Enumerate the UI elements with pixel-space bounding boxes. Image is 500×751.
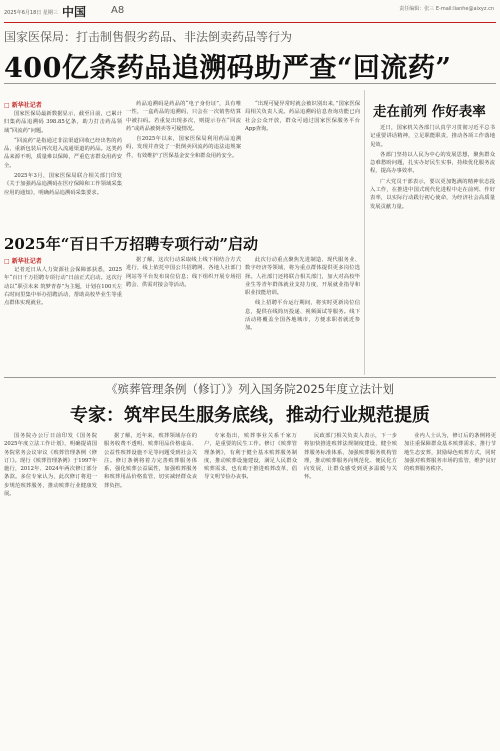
bottom-story-col-1: [4, 432, 97, 746]
second-story-col-3: [245, 256, 360, 376]
bottom-story-paragraph: 民政部门相关负责人表示，下一步将加快推进殡葬法规制度建设，健全殡葬服务标准体系，加强殡葬服务机构管理，推动殡葬服务向规范化、便民化方向发展，让群众感受到更多温暖与关怀。: [304, 433, 397, 481]
top-story-col-2: [126, 100, 241, 218]
bottom-story-paragraph: 国务院办公厅日前印发《国务院2025年度立法工作计划》，明确提请国务院常务会议审议《殡葬管理条例（修订）》。现行《殡葬管理条例》于1997年施行，2012年、2024年两次修订部分条款。多位专家认为，此次修订将进一步规范殡葬服务，推动殡葬行业健康发展。: [4, 433, 97, 498]
bottom-story-paragraph: 业内人士认为，修订后的条例将更加注重保障群众基本殡葬需求，推行节地生态安葬，鼓励绿色殡葬方式，同时加强对殡葬服务市场的监管，维护良好的殡葬服务秩序。: [404, 433, 496, 473]
top-story-kicker: 国家医保局：打击制售假劣药品、非法倒卖药品等行为: [4, 30, 293, 44]
bottom-story-col-5: [404, 432, 496, 746]
bottom-story-rule: [4, 377, 496, 378]
top-story-rule: [4, 83, 496, 84]
issue-date: 2025年6月18日 星期三: [4, 10, 58, 16]
bottom-story-headline: 专家：筑牢民生服务底线，推动行业规范提质: [70, 405, 430, 426]
second-story-byline: □ 新华社记者: [4, 258, 42, 265]
second-story-paragraph: 记者近日从人力资源社会保障部获悉，2025年“百日千万招聘专项行动”日前正式启动。这次行动以“职引未来 筑梦青春”为主题，计划在100天左右时间里集中举办招聘活动，帮助高校毕业生等重点群体实现就业。: [4, 267, 122, 307]
top-story-col-3: [245, 100, 360, 218]
side-story-paragraph: 各部门坚持以人民为中心的发展思想，聚焦群众急难愁盼问题，扎实办好民生实事，持续优化服务流程，提高办事效率。: [370, 151, 495, 175]
top-story-byline: □ 新华社记者: [4, 102, 42, 109]
editor-info: 责任编辑：张三 E-mail:lianhe@aixyz.cn: [399, 6, 494, 12]
top-story-paragraph: 2025年3月，国家医保局联合相关部门印发《关于加强药品追溯码在医疗保障和工作领域采集应用的通知》，明确药品追溯码采集要求。: [4, 173, 122, 196]
second-story-headline: 2025年“百日千万招聘专项行动”启动: [4, 235, 259, 253]
side-story-body: [370, 124, 495, 376]
bottom-story-paragraph: 专家指出，殡葬事业关系千家万户，是重要的民生工作。修订《殡葬管理条例》，有利于健全基本殡葬服务制度，推动殡葬设施建设，满足人民群众殡葬需求，也有助于推进殡葬改革，倡导文明节俭办丧事。: [204, 433, 297, 481]
top-story-paragraph: 药品追溯码是药品的“电子身份证”，具有唯一性，一盒药品的追溯码，只会在一次销售结算中被扫码。若重复出现多次，则提示存在“回流药”或药品被倒卖等可疑情况。: [126, 101, 241, 132]
side-story-paragraph: 近日，国家机关各部门认真学习贯彻习近平总书记重要讲话精神，立足职能职责，推动各项工作落地见效。: [370, 125, 495, 148]
bottom-story-col-3: [204, 432, 297, 746]
top-story-paragraph: “回流药”是指通过非法渠道回收已经出售的药品，重新包装后再次进入流通渠道的药品。这类药品来源不明，质量难以保障，严重危害群众用药安全。: [4, 137, 122, 169]
top-story-paragraph: “出现可疑异常时就会被识别出来，”国家医保局相关负责人说。药品追溯码信息查询功能已向社会公众开放，群众可通过国家医保服务平台App查询。: [245, 101, 360, 132]
bottom-story-kicker: 《殡葬管理条例（修订）》列入国务院2025年度立法计划: [105, 382, 394, 396]
top-story-paragraph: 自2025年以来，国家医保局利用药品追溯码，发现并查处了一批倒卖回流药的违法违规案件，有效维护了医保基金安全和群众用药安全。: [126, 136, 241, 159]
second-story-paragraph: 此次行动重点聚焦先进制造、现代服务业、数字经济等领域，将为重点群体提供更多岗位选择。人社部门还将联合相关部门，加大对高校毕业生等青年群体就业支持力度，开展就业指导和职业技能培训。: [245, 257, 360, 297]
bottom-story-col-4: [304, 432, 397, 746]
side-story-paragraph: 广大党员干部表示，要以更加饱满的精神状态投入工作，在推进中国式现代化进程中走在前列、作好表率，以实际行动践行初心使命，为经济社会高质量发展贡献力量。: [370, 178, 495, 210]
section-name: 中国: [62, 5, 87, 19]
page-number: A8: [111, 5, 125, 16]
second-story-col-1: [4, 266, 122, 376]
top-story-paragraph: 国家医保局最新数据显示，截至目前，已累计归集药品追溯码 398.85亿条，助力打击药品领域“回流药”问题。: [4, 111, 122, 134]
second-story-paragraph: 据了解，这次行动采取线上线下相结合方式进行，线上依托中国公共招聘网、各地人社部门网站等平台发布岗位信息；线下组织开展专场招聘会、供需对接会等活动。: [126, 257, 241, 288]
side-story-headline: 走在前列 作好表率: [373, 104, 486, 120]
masthead-rule: [4, 22, 496, 23]
column-divider: [364, 90, 365, 375]
top-story-headline: 400亿条药品追溯码助严查“回流药”: [4, 53, 452, 84]
bottom-story-paragraph: 据了解，近年来，殡葬领域存在的服务收费不透明、殡葬用品价格虚高、公益性殡葬设施不足等问题受到社会关注。修订条例将着力完善殡葬服务体系，强化殡葬公益属性，加强殡葬服务和殡葬用品价格监管，切实减轻群众丧葬负担。: [104, 433, 197, 489]
second-story-paragraph: 线上招聘平台运行期间，将实时更新岗位信息，提供在线简历投递、视频面试等服务。线下活动将覆盖全国各地城市，方便求职者就近参加。: [245, 300, 360, 332]
second-story-col-2: [126, 256, 241, 376]
bottom-story-col-2: [104, 432, 197, 746]
